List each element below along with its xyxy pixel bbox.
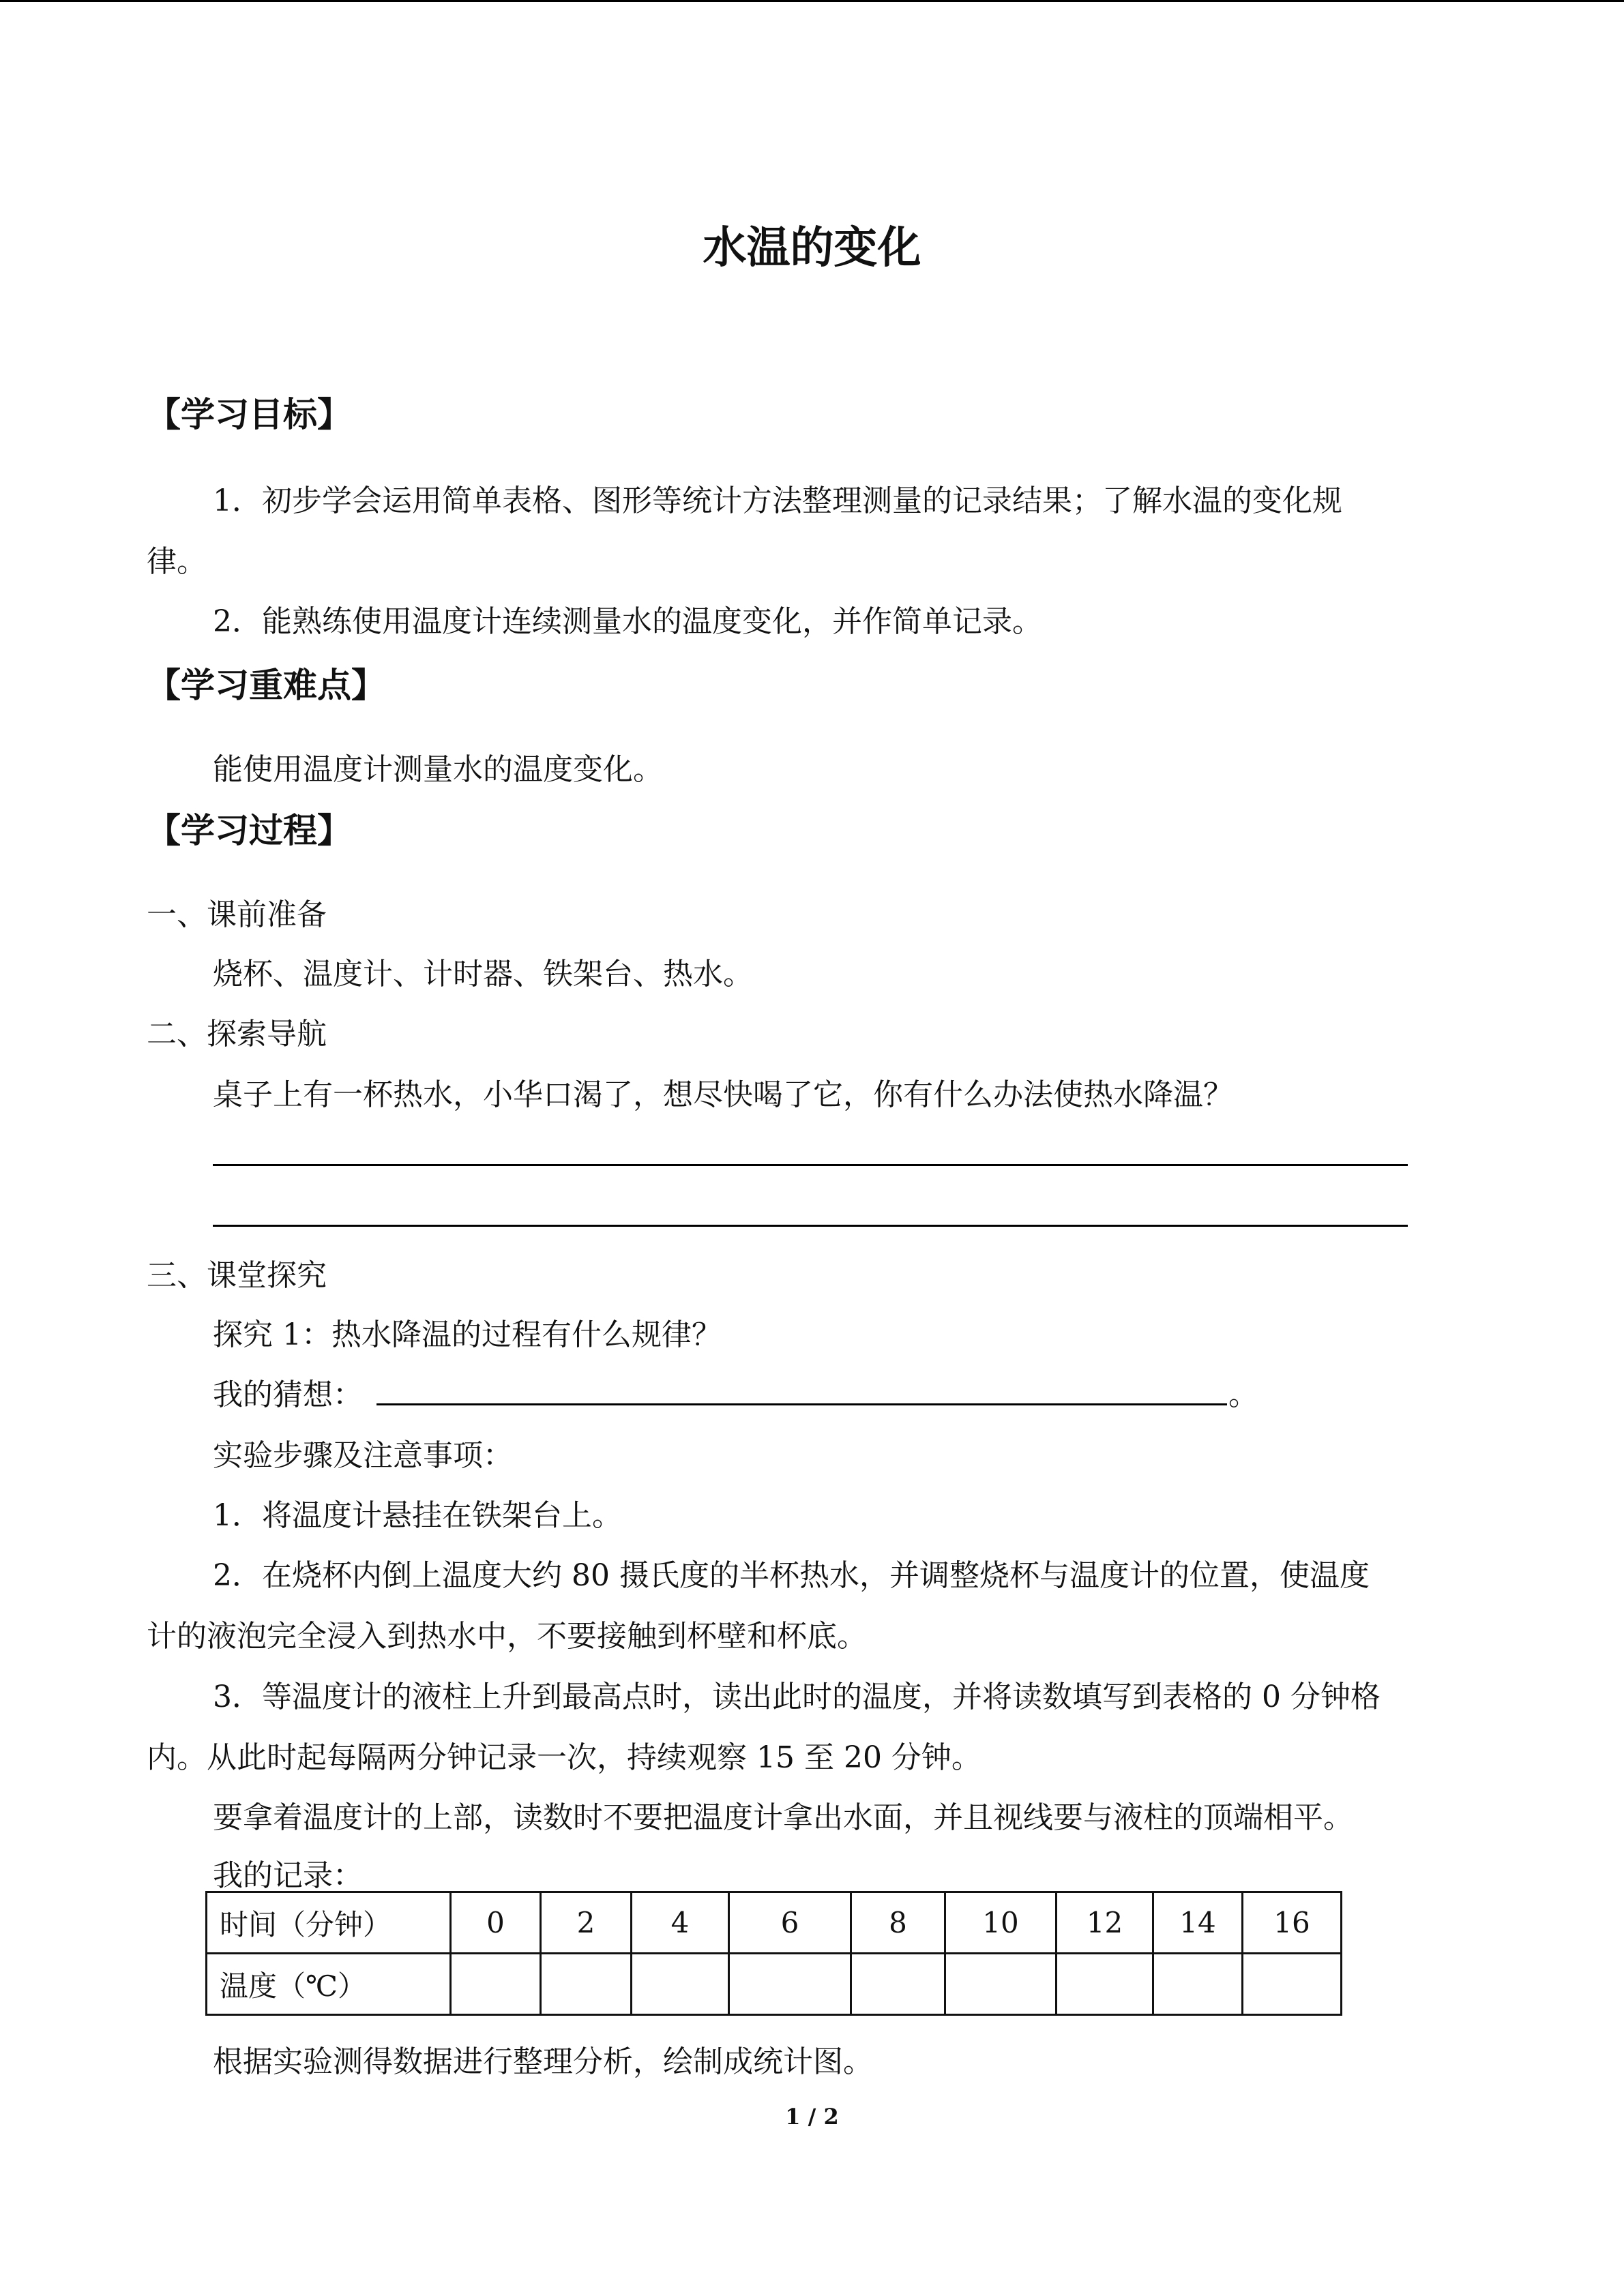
time-cell: 16 [1243,1892,1342,1954]
part-2-title: 二、探索导航 [147,1017,327,1052]
answer-line-2[interactable] [213,1225,1408,1227]
guess-label: 我的猜想： [213,1377,363,1412]
objective-2: 2．能熟练使用温度计连续测量水的温度变化，并作简单记录。 [213,604,1042,639]
time-row-label: 时间（分钟） [207,1892,451,1954]
table-row-temperature [207,1954,1342,2015]
difficulty-heading: 【学习重难点】 [147,666,385,705]
page-number: 1 / 2 [785,2104,839,2130]
temperature-cell[interactable] [729,1954,851,2015]
temperature-cell[interactable] [1153,1954,1243,2015]
part-1-text: 烧杯、温度计、计时器、铁架台、热水。 [213,957,753,992]
part-2-question: 桌子上有一杯热水，小华口渴了，想尽快喝了它，你有什么办法使热水降温？ [213,1077,1233,1112]
temperature-cell[interactable] [945,1954,1057,2015]
time-cell: 10 [945,1892,1057,1954]
page-title: 水温的变化 [703,223,921,273]
temperature-cell[interactable] [451,1954,541,2015]
time-cell: 12 [1057,1892,1153,1954]
objective-1-line-1: 1．初步学会运用简单表格、图形等统计方法整理测量的记录结果；了解水温的变化规 [213,483,1342,518]
step-2-line-1: 2．在烧杯内倒上温度大约 80 摄氏度的半杯热水，并调整烧杯与温度计的位置，使温度 [213,1558,1370,1593]
difficulty-text: 能使用温度计测量水的温度变化。 [213,752,663,787]
record-label: 我的记录： [213,1858,363,1893]
temperature-cell[interactable] [541,1954,632,2015]
time-cell: 6 [729,1892,851,1954]
time-cell: 8 [851,1892,945,1954]
guess-end-mark: 。 [1228,1377,1258,1412]
safety-note: 要拿着温度计的上部，读数时不要把温度计拿出水面，并且视线要与液柱的顶端相平。 [213,1800,1353,1835]
record-table [205,1891,1342,2016]
step-3-line-1: 3．等温度计的液柱上升到最高点时，读出此时的温度，并将读数填写到表格的 0 分钟格 [213,1680,1381,1714]
objectives-heading: 【学习目标】 [147,395,351,434]
step-1: 1．将温度计悬挂在铁架台上。 [213,1498,622,1533]
part-3-title: 三、课堂探究 [147,1258,327,1293]
step-2-line-2: 计的液泡完全浸入到热水中，不要接触到杯壁和杯底。 [147,1619,867,1654]
temperature-cell[interactable] [851,1954,945,2015]
answer-line-1[interactable] [213,1164,1408,1166]
time-cell: 0 [451,1892,541,1954]
time-cell: 2 [541,1892,632,1954]
time-cell: 4 [632,1892,729,1954]
temperature-cell[interactable] [1243,1954,1342,2015]
steps-title: 实验步骤及注意事项： [213,1438,513,1473]
process-heading: 【学习过程】 [147,811,351,850]
guess-answer-line[interactable] [377,1403,1227,1405]
temperature-row-label: 温度（℃） [207,1954,451,2015]
table-row-time [207,1892,1342,1954]
time-cell: 14 [1153,1892,1243,1954]
temperature-cell[interactable] [632,1954,729,2015]
after-table-text: 根据实验测得数据进行整理分析，绘制成统计图。 [213,2044,873,2079]
objective-1-line-2: 律。 [147,544,207,579]
part-1-title: 一、课前准备 [147,897,327,932]
temperature-cell[interactable] [1057,1954,1153,2015]
page-top-border [0,0,1624,2]
step-3-line-2: 内。从此时起每隔两分钟记录一次，持续观察 15 至 20 分钟。 [147,1740,981,1775]
inquiry-1: 探究 1：热水降温的过程有什么规律？ [213,1317,722,1352]
